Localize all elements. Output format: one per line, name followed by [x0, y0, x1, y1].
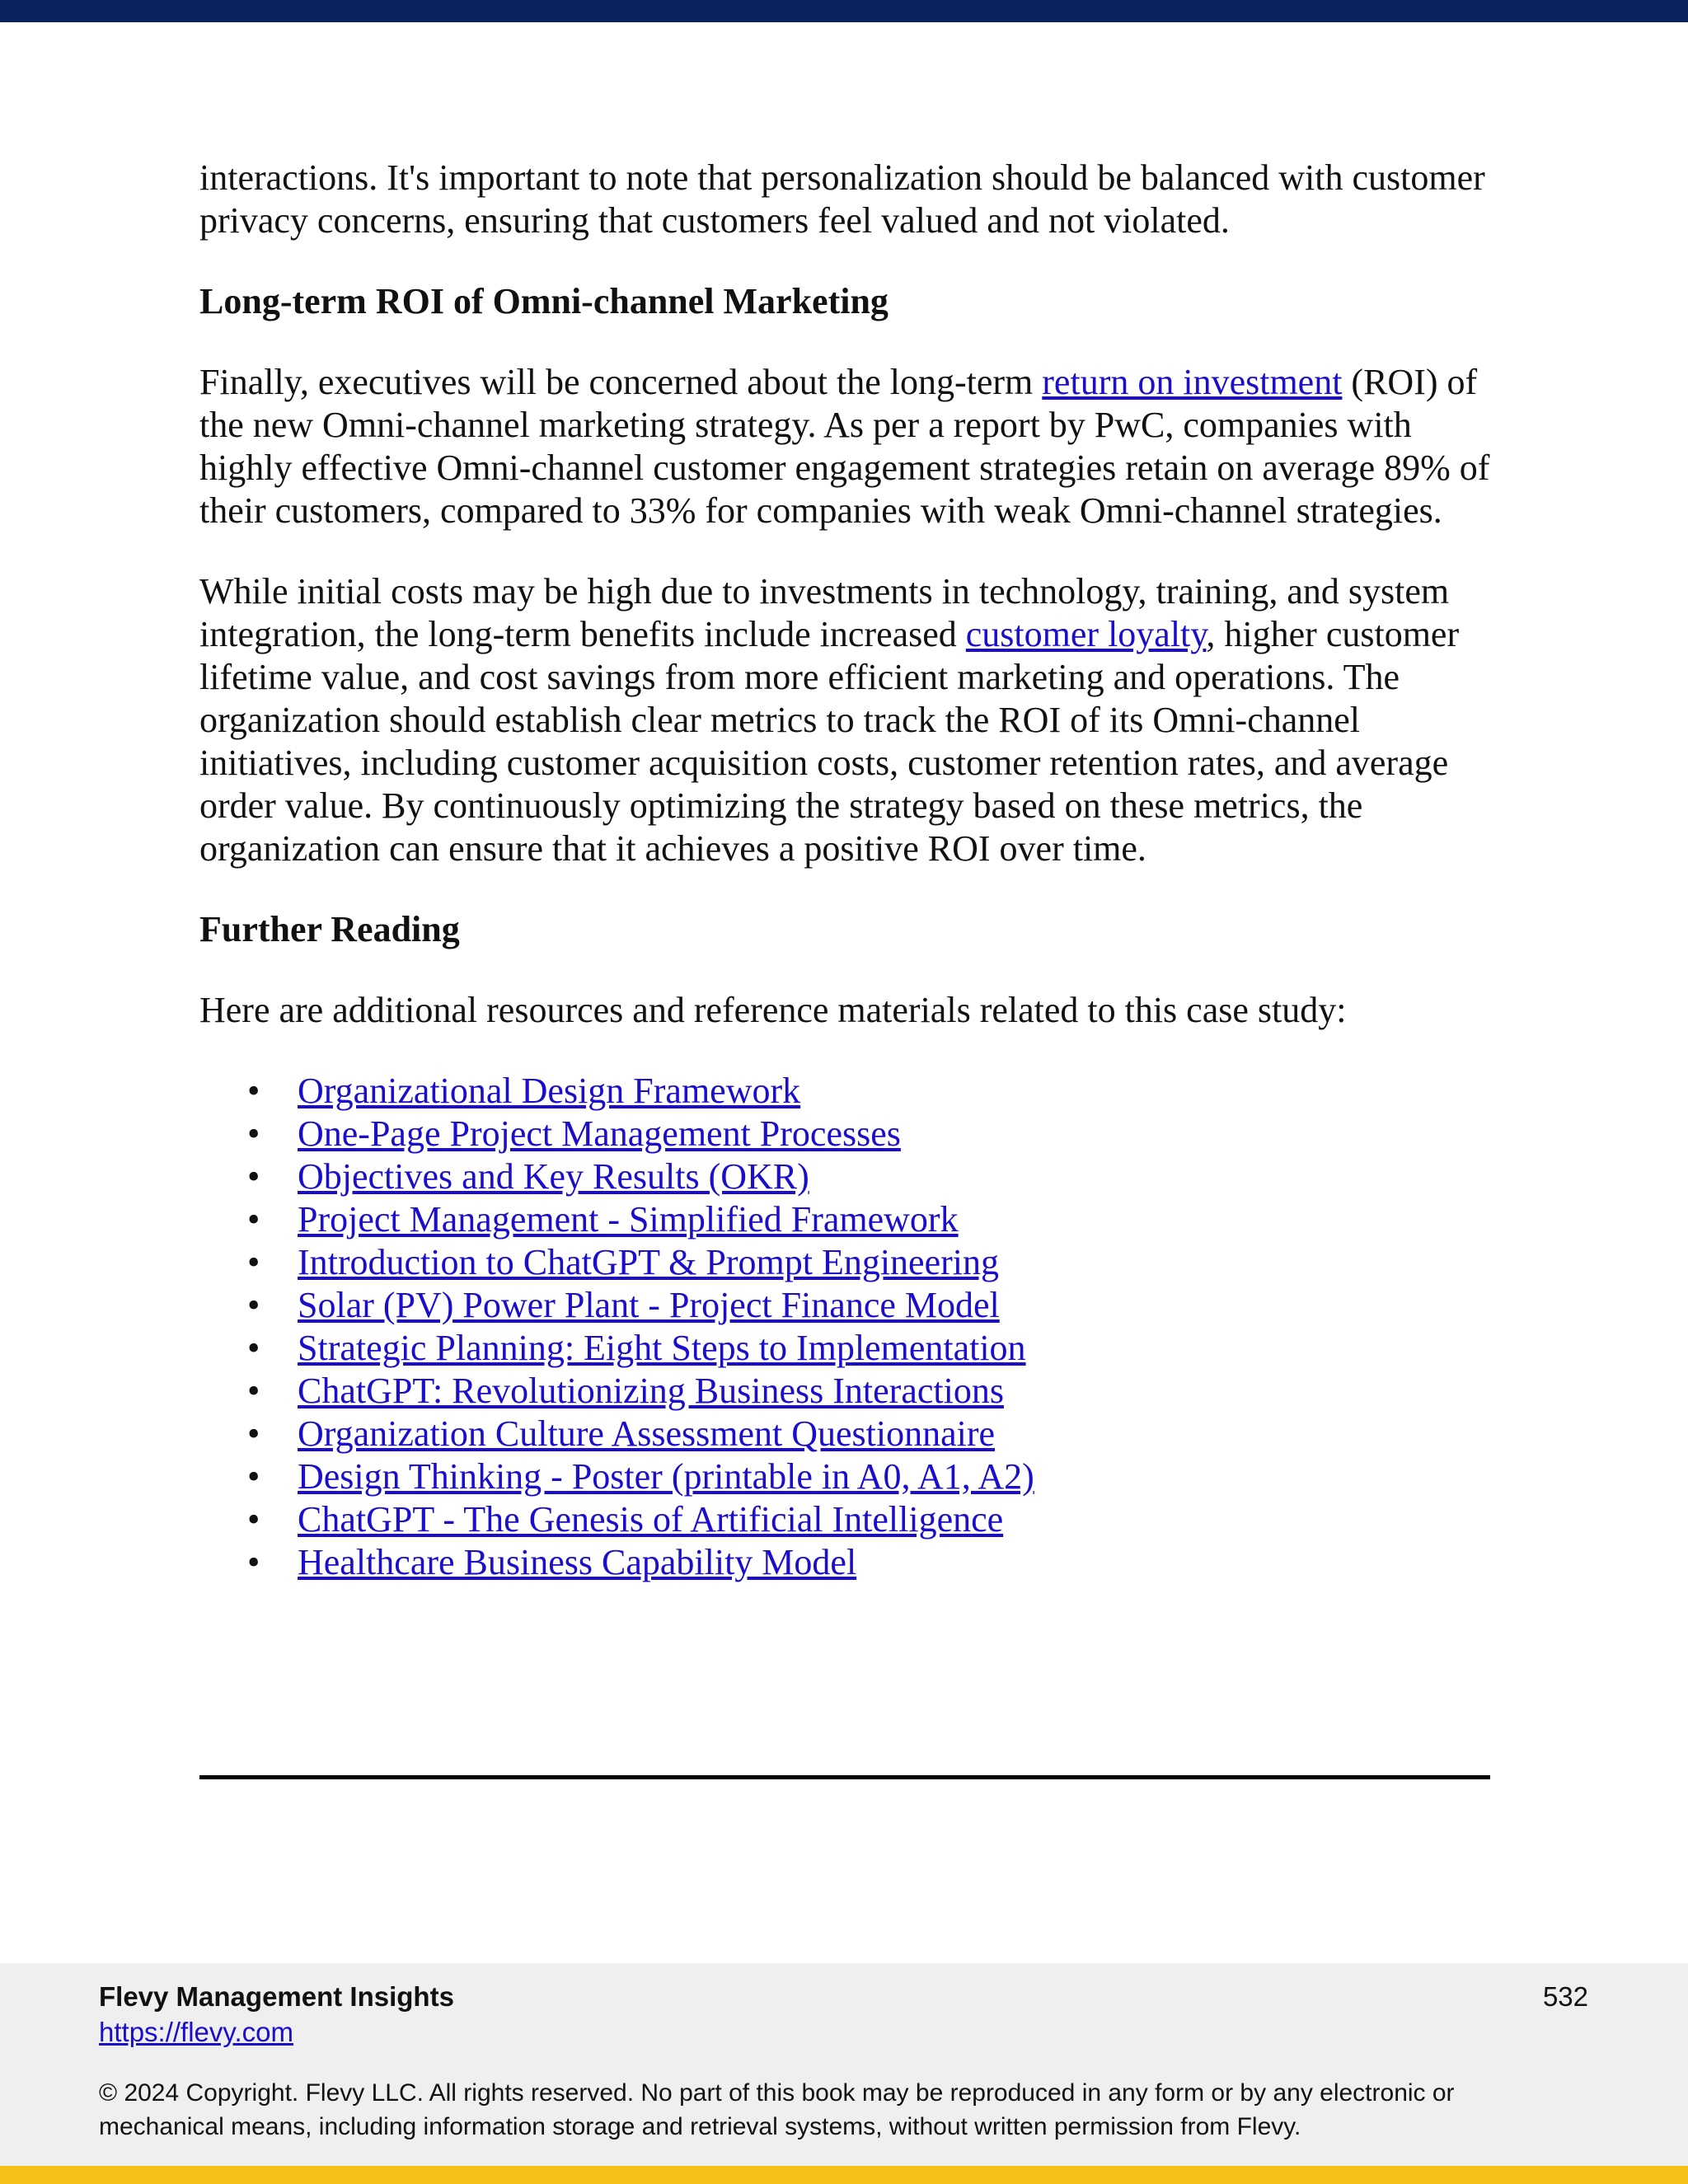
further-reading-link[interactable]: ChatGPT: Revolutionizing Business Interactions	[298, 1371, 1004, 1411]
further-reading-item	[199, 1498, 1493, 1541]
bullet-icon: •	[247, 1285, 260, 1325]
further-reading-item	[199, 1284, 1493, 1327]
bullet-icon: •	[247, 1071, 260, 1111]
page-content	[199, 157, 1493, 1584]
bullet-icon: •	[247, 1199, 260, 1240]
further-reading-item	[199, 1198, 1493, 1241]
bullet-icon: •	[247, 1328, 260, 1368]
further-reading-link[interactable]: Project Management - Simplified Framework	[298, 1199, 959, 1240]
further-reading-item	[199, 1155, 1493, 1198]
further-reading-item	[199, 1241, 1493, 1284]
bullet-icon: •	[247, 1542, 260, 1582]
page-footer	[0, 1963, 1688, 2166]
footer-brand: Flevy Management Insights	[99, 1981, 454, 2012]
further-reading-item	[199, 1455, 1493, 1498]
roi-p1-text-before: Finally, executives will be concerned about the long-term	[199, 362, 1043, 402]
bottom-accent-bar	[0, 2166, 1688, 2184]
further-reading-link[interactable]: Solar (PV) Power Plant - Project Finance Model	[298, 1285, 1000, 1325]
further-reading-link[interactable]: Introduction to ChatGPT & Prompt Engineering	[298, 1242, 999, 1282]
bullet-icon: •	[247, 1499, 260, 1540]
bullet-icon: •	[247, 1371, 260, 1411]
further-reading-item	[199, 1070, 1493, 1113]
roi-p2-text-after: , higher customer lifetime value, and cost savings from more efficient marketing and operations. The organization should establish clear metrics to track the ROI of its Omni-channel initiatives, including customer acquisition costs, customer retention rates, and average order value. By continuously optimizing the strategy based on these metrics, the organization can ensure that it achieves a positive ROI over time.	[199, 614, 1460, 869]
further-reading-intro: Here are additional resources and reference materials related to this case study:	[199, 990, 1347, 1030]
further-reading-link[interactable]: Organizational Design Framework	[298, 1071, 801, 1111]
further-reading-item	[199, 1541, 1493, 1584]
intro-paragraph: interactions. It's important to note that personalization should be balanced with customer privacy concerns, ensuring that customers feel valued and not violated.	[199, 157, 1485, 241]
further-reading-link[interactable]: Design Thinking - Poster (printable in A0, A1, A2)	[298, 1456, 1034, 1497]
bullet-icon: •	[247, 1156, 260, 1197]
page-number: 532	[1542, 1981, 1588, 2012]
further-reading-item	[199, 1413, 1493, 1455]
copyright-notice: © 2024 Copyright. Flevy LLC. All rights reserved. No part of this book may be reproduced in any form or by any electronic or mechanical means, including information storage and retrieval systems, without written permission from Flevy.	[99, 2079, 1455, 2140]
roi-paragraph-1	[199, 361, 1493, 532]
further-reading-link[interactable]: ChatGPT - The Genesis of Artificial Intelligence	[298, 1499, 1004, 1540]
further-reading-link[interactable]: Objectives and Key Results (OKR)	[298, 1156, 809, 1197]
further-reading-link[interactable]: Organization Culture Assessment Questionnaire	[298, 1413, 996, 1454]
bullet-icon: •	[247, 1242, 260, 1282]
roi-heading: Long-term ROI of Omni-channel Marketing	[199, 281, 889, 321]
footer-url-link[interactable]: https://flevy.com	[99, 2017, 293, 2047]
section-divider	[199, 1775, 1490, 1779]
further-reading-item	[199, 1113, 1493, 1155]
bullet-icon: •	[247, 1113, 260, 1154]
further-reading-link[interactable]: Strategic Planning: Eight Steps to Implementation	[298, 1328, 1026, 1368]
roi-p2-text-before: While initial costs may be high due to investments in technology, training, and system integration, the long-term benefits include increased	[199, 571, 1450, 654]
further-reading-item	[199, 1370, 1493, 1413]
roi-p1-text-after: (ROI) of the new Omni-channel marketing strategy. As per a report by PwC, companies with highly effective Omni-channel customer engagement strategies retain on average 89% of their customers, compared to 33% for companies with weak Omni-channel strategies.	[199, 362, 1490, 531]
top-accent-bar	[0, 0, 1688, 22]
further-reading-link[interactable]: Healthcare Business Capability Model	[298, 1542, 857, 1582]
further-reading-heading: Further Reading	[199, 909, 460, 949]
customer-loyalty-link[interactable]: customer loyalty	[965, 614, 1207, 654]
further-reading-list	[199, 1070, 1493, 1584]
bullet-icon: •	[247, 1456, 260, 1497]
roi-paragraph-2	[199, 570, 1493, 870]
bullet-icon: •	[247, 1413, 260, 1454]
further-reading-item	[199, 1327, 1493, 1370]
further-reading-link[interactable]: One-Page Project Management Processes	[298, 1113, 901, 1154]
return-on-investment-link[interactable]: return on investment	[1042, 362, 1343, 402]
